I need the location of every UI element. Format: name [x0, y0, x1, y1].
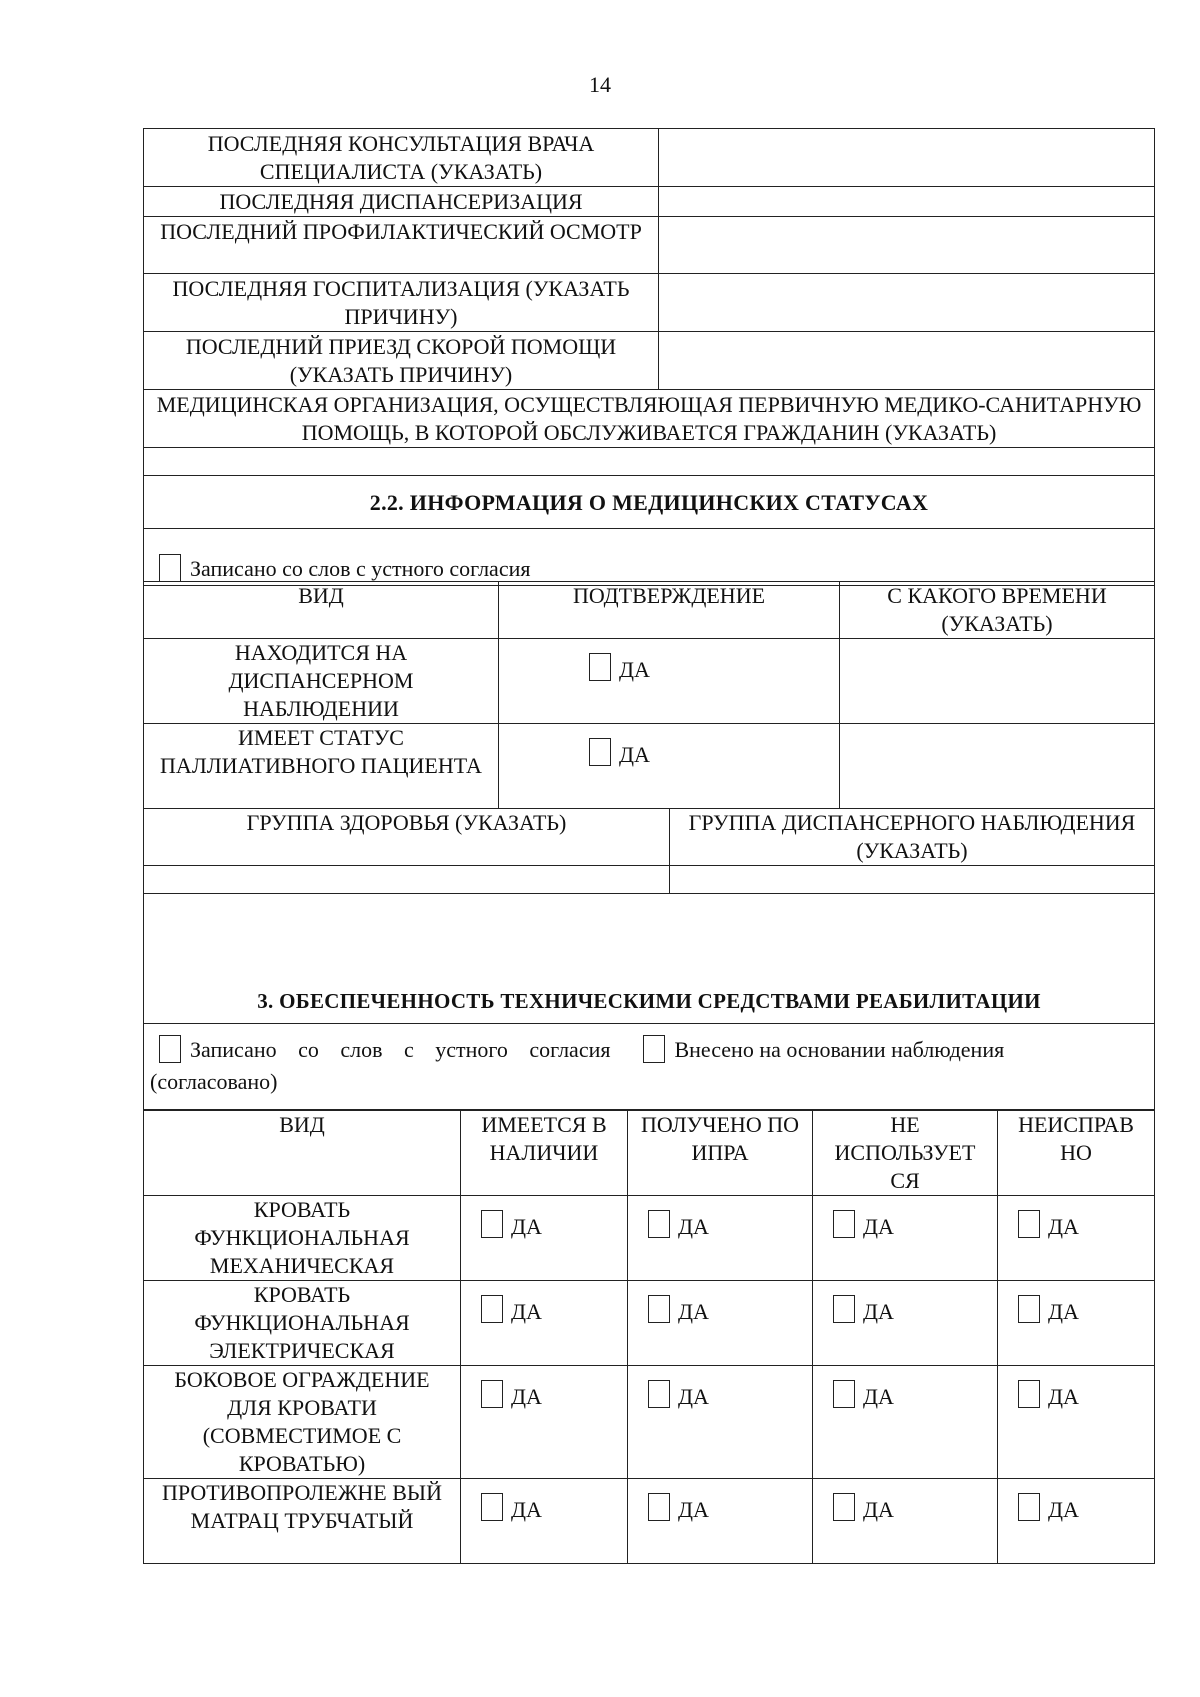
yes-cell: [461, 1479, 628, 1564]
status-table: [143, 581, 1155, 809]
page-number: 14: [589, 72, 611, 97]
checkbox[interactable]: [1018, 1295, 1040, 1323]
organization-field[interactable]: [144, 448, 1155, 476]
checkbox[interactable]: [1018, 1210, 1040, 1238]
yes-label: ДА: [863, 1384, 894, 1409]
field-dispensarization[interactable]: [659, 187, 1155, 217]
yes-cell: [813, 1479, 998, 1564]
rehab-item-label: КРОВАТЬ ФУНКЦИОНАЛЬНАЯ МЕХАНИЧЕСКАЯ: [144, 1196, 461, 1281]
consent-checkbox[interactable]: [159, 554, 181, 582]
observation-checkbox[interactable]: [643, 1035, 665, 1063]
checkbox[interactable]: [589, 653, 611, 681]
section-heading-rehab: 3. ОБЕСПЕЧЕННОСТЬ ТЕХНИЧЕСКИМИ СРЕДСТВАМИ РЕАБИЛИТАЦИИ: [144, 894, 1155, 1024]
field-ambulance[interactable]: [659, 332, 1155, 390]
row-label-checkup: ПОСЛЕДНИЙ ПРОФИЛАКТИЧЕСКИЙ ОСМОТР: [144, 217, 659, 274]
status-label-palliative: ИМЕЕТ СТАТУС ПАЛЛИАТИВНОГО ПАЦИЕНТА: [144, 724, 499, 809]
field-checkup[interactable]: [659, 217, 1155, 274]
checkbox[interactable]: [648, 1493, 670, 1521]
yes-cell: [998, 1479, 1155, 1564]
yes-cell: [628, 1366, 813, 1479]
yes-label: ДА: [1048, 1214, 1079, 1239]
yes-cell: [998, 1281, 1155, 1366]
section-heading-medical-statuses: 2.2. ИНФОРМАЦИЯ О МЕДИЦИНСКИХ СТАТУСАХ: [144, 476, 1155, 529]
rehab-consent-checkbox[interactable]: [159, 1035, 181, 1063]
yes-cell: [628, 1196, 813, 1281]
yes-cell: [461, 1366, 628, 1479]
checkbox[interactable]: [481, 1493, 503, 1521]
checkbox[interactable]: [833, 1295, 855, 1323]
checkbox[interactable]: [481, 1295, 503, 1323]
yes-label: ДА: [678, 1214, 709, 1239]
status-yes-cell: [499, 724, 840, 809]
health-group-label: ГРУППА ЗДОРОВЬЯ (УКАЗАТЬ): [144, 809, 670, 866]
rehab-col-received: ПОЛУЧЕНО ПО ИПРА: [628, 1111, 813, 1196]
yes-label: ДА: [1048, 1299, 1079, 1324]
yes-cell: [813, 1366, 998, 1479]
checkbox[interactable]: [589, 738, 611, 766]
checkbox[interactable]: [1018, 1380, 1040, 1408]
rehab-col-type: ВИД: [144, 1111, 461, 1196]
col-header-confirmation: ПОДТВЕРЖДЕНИЕ: [499, 582, 840, 639]
consent-row: [144, 529, 1155, 586]
dispensary-group-field[interactable]: [670, 866, 1155, 894]
yes-cell: [628, 1281, 813, 1366]
health-group-table: [143, 808, 1155, 1110]
yes-label: ДА: [619, 742, 650, 767]
rehab-col-available: ИМЕЕТСЯ В НАЛИЧИИ: [461, 1111, 628, 1196]
yes-label: ДА: [511, 1214, 542, 1239]
yes-label: ДА: [511, 1384, 542, 1409]
yes-label: ДА: [678, 1384, 709, 1409]
since-field-palliative[interactable]: [840, 724, 1155, 809]
row-label-hospitalization: ПОСЛЕДНЯЯ ГОСПИТАЛИЗАЦИЯ (УКАЗАТЬ ПРИЧИНУ): [144, 274, 659, 332]
table-row: [144, 1366, 1155, 1479]
row-label-consultation: ПОСЛЕДНЯЯ КОНСУЛЬТАЦИЯ ВРАЧА СПЕЦИАЛИСТА (УКАЗАТЬ): [144, 129, 659, 187]
yes-label: ДА: [619, 657, 650, 682]
field-consultation[interactable]: [659, 129, 1155, 187]
yes-label: ДА: [678, 1299, 709, 1324]
agreed-label: (согласовано): [150, 1069, 278, 1094]
yes-cell: [461, 1196, 628, 1281]
yes-label: ДА: [678, 1497, 709, 1522]
observation-label: Внесено на основании наблюдения: [674, 1037, 1005, 1062]
rehab-item-label: КРОВАТЬ ФУНКЦИОНАЛЬНАЯ ЭЛЕКТРИЧЕСКАЯ: [144, 1281, 461, 1366]
checkbox[interactable]: [481, 1380, 503, 1408]
yes-cell: [813, 1196, 998, 1281]
col-header-since: С КАКОГО ВРЕМЕНИ (УКАЗАТЬ): [840, 582, 1155, 639]
checkbox[interactable]: [648, 1210, 670, 1238]
yes-label: ДА: [511, 1497, 542, 1522]
rehab-col-broken: НЕИСПРАВ НО: [998, 1111, 1155, 1196]
form-table: [143, 128, 1155, 586]
checkbox[interactable]: [833, 1493, 855, 1521]
checkbox[interactable]: [648, 1295, 670, 1323]
checkbox[interactable]: [1018, 1493, 1040, 1521]
yes-cell: [813, 1281, 998, 1366]
dispensary-group-label: ГРУППА ДИСПАНСЕРНОГО НАБЛЮДЕНИЯ (УКАЗАТЬ): [670, 809, 1155, 866]
checkbox[interactable]: [481, 1210, 503, 1238]
rehab-table: [143, 1110, 1155, 1564]
field-hospitalization[interactable]: [659, 274, 1155, 332]
rehab-consent-row: [144, 1024, 1155, 1110]
consent-label: Записано со слов с устного согласия: [190, 556, 531, 581]
since-field-dispensary[interactable]: [840, 639, 1155, 724]
row-label-dispensarization: ПОСЛЕДНЯЯ ДИСПАНСЕРИЗАЦИЯ: [144, 187, 659, 217]
health-group-field[interactable]: [144, 866, 670, 894]
yes-cell: [998, 1366, 1155, 1479]
status-yes-cell: [499, 639, 840, 724]
organization-label: МЕДИЦИНСКАЯ ОРГАНИЗАЦИЯ, ОСУЩЕСТВЛЯЮЩАЯ ПЕРВИЧНУЮ МЕДИКО-САНИТАРНУЮ ПОМОЩЬ, В КОТОРОЙ ОБСЛУЖИВАЕТСЯ ГРАЖДАНИН (УКАЗАТЬ): [144, 390, 1155, 448]
table-row: [144, 1281, 1155, 1366]
yes-label: ДА: [1048, 1384, 1079, 1409]
checkbox[interactable]: [833, 1380, 855, 1408]
table-row: [144, 1479, 1155, 1564]
yes-label: ДА: [511, 1299, 542, 1324]
yes-label: ДА: [863, 1214, 894, 1239]
yes-label: ДА: [1048, 1497, 1079, 1522]
status-label-dispensary: НАХОДИТСЯ НА ДИСПАНСЕРНОМ НАБЛЮДЕНИИ: [144, 639, 499, 724]
checkbox[interactable]: [648, 1380, 670, 1408]
table-row: [144, 1196, 1155, 1281]
yes-cell: [461, 1281, 628, 1366]
rehab-item-label: БОКОВОЕ ОГРАЖДЕНИЕ ДЛЯ КРОВАТИ (СОВМЕСТИМОЕ С КРОВАТЬЮ): [144, 1366, 461, 1479]
checkbox[interactable]: [833, 1210, 855, 1238]
col-header-type: ВИД: [144, 582, 499, 639]
rehab-item-label: ПРОТИВОПРОЛЕЖНЕ ВЫЙ МАТРАЦ ТРУБЧАТЫЙ: [144, 1479, 461, 1564]
row-label-ambulance: ПОСЛЕДНИЙ ПРИЕЗД СКОРОЙ ПОМОЩИ (УКАЗАТЬ ПРИЧИНУ): [144, 332, 659, 390]
yes-cell: [628, 1479, 813, 1564]
yes-label: ДА: [863, 1299, 894, 1324]
rehab-col-not-used: НЕ ИСПОЛЬЗУЕТ СЯ: [813, 1111, 998, 1196]
rehab-consent-label: Записано со слов с устного согласия: [190, 1037, 611, 1062]
yes-label: ДА: [863, 1497, 894, 1522]
yes-cell: [998, 1196, 1155, 1281]
